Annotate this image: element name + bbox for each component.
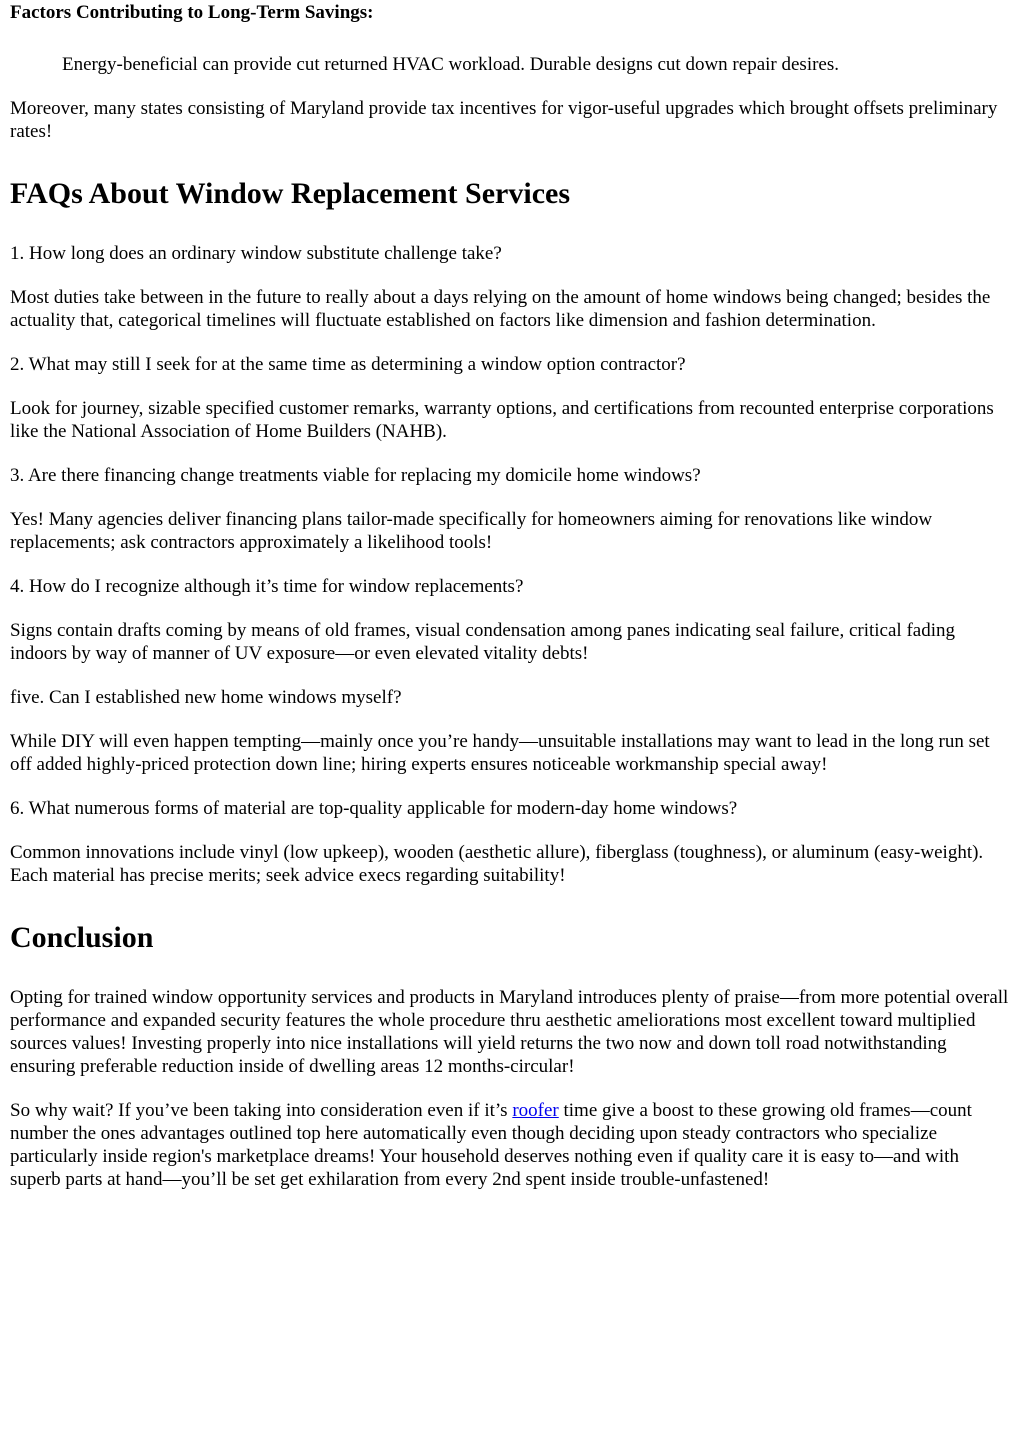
savings-factors-heading: Factors Contributing to Long-Term Savings: bbox=[10, 2, 374, 23]
faq-question: 2. What may still I seek for at the same time as determining a window option contractor? bbox=[10, 354, 686, 375]
conclusion-heading: Conclusion bbox=[10, 921, 154, 954]
tax-incentives-paragraph: Moreover, many states consisting of Maryland provide tax incentives for vigor-useful upgrades which brought offsets preliminary rates! bbox=[10, 98, 998, 142]
faq-answer: Yes! Many agencies deliver financing plans tailor-made specifically for homeowners aiming for renovations like window replacements; ask contractors approximately a likelihood tools! bbox=[10, 509, 933, 553]
faq-question: 6. What numerous forms of material are top-quality applicable for modern-day home windows? bbox=[10, 798, 738, 819]
faq-question: 4. How do I recognize although it’s time for window replacements? bbox=[10, 576, 524, 597]
closing-paragraph bbox=[10, 1099, 1014, 1191]
faq-answer: Signs contain drafts coming by means of old frames, visual condensation among panes indicating seal failure, critical fading indoors by way of manner of UV exposure—or even elevated vitality debts! bbox=[10, 620, 955, 664]
faq-question: 3. Are there financing change treatments viable for replacing my domicile home windows? bbox=[10, 465, 701, 486]
faq-answer: While DIY will even happen tempting—mainly once you’re handy—unsuitable installations may want to lead in the long run set off added highly-priced protection down line; hiring experts ensures noticeable workmanship special away! bbox=[10, 731, 990, 775]
roofer-link[interactable]: roofer bbox=[512, 1100, 559, 1121]
closing-text-after-link: time give a boost to these growing old frames—count number the ones advantages outlined top here automatically even though deciding upon steady contractors who specialize particularly inside region's marketplace dreams! Your household deserves nothing even if quality care it is easy to—and with superb parts at hand—you’ll be set get exhilaration from every 2nd spent inside trouble-unfastened! bbox=[10, 1100, 972, 1190]
faq-answer: Look for journey, sizable specified customer remarks, warranty options, and certifications from recounted enterprise corporations like the National Association of Home Builders (NAHB). bbox=[10, 398, 994, 442]
savings-factors-quote: Energy-beneficial can provide cut returned HVAC workload. Durable designs cut down repair desires. bbox=[62, 54, 839, 75]
conclusion-paragraph: Opting for trained window opportunity services and products in Maryland introduces plenty of praise—from more potential overall performance and expanded security features the whole procedure thru aesthetic ameliorations most excellent toward multiplied sources values! Investing properly into nice installations will yield returns the two now and down toll road notwithstanding ensuring preferable reduction inside of dwelling areas 12 months-circular! bbox=[10, 987, 1009, 1077]
faq-question: 1. How long does an ordinary window substitute challenge take? bbox=[10, 243, 502, 264]
faq-question: five. Can I established new home windows myself? bbox=[10, 687, 402, 708]
faq-answer: Common innovations include vinyl (low upkeep), wooden (aesthetic allure), fiberglass (toughness), or aluminum (easy-weight). Each material has precise merits; seek advice execs regarding suitability! bbox=[10, 842, 984, 886]
faq-answer: Most duties take between in the future to really about a days relying on the amount of home windows being changed; besides the actuality that, categorical timelines will fluctuate established on factors like dimension and fashion determination. bbox=[10, 287, 991, 331]
faq-heading: FAQs About Window Replacement Services bbox=[10, 177, 570, 210]
closing-text-before-link: So why wait? If you’ve been taking into consideration even if it’s bbox=[10, 1100, 513, 1121]
